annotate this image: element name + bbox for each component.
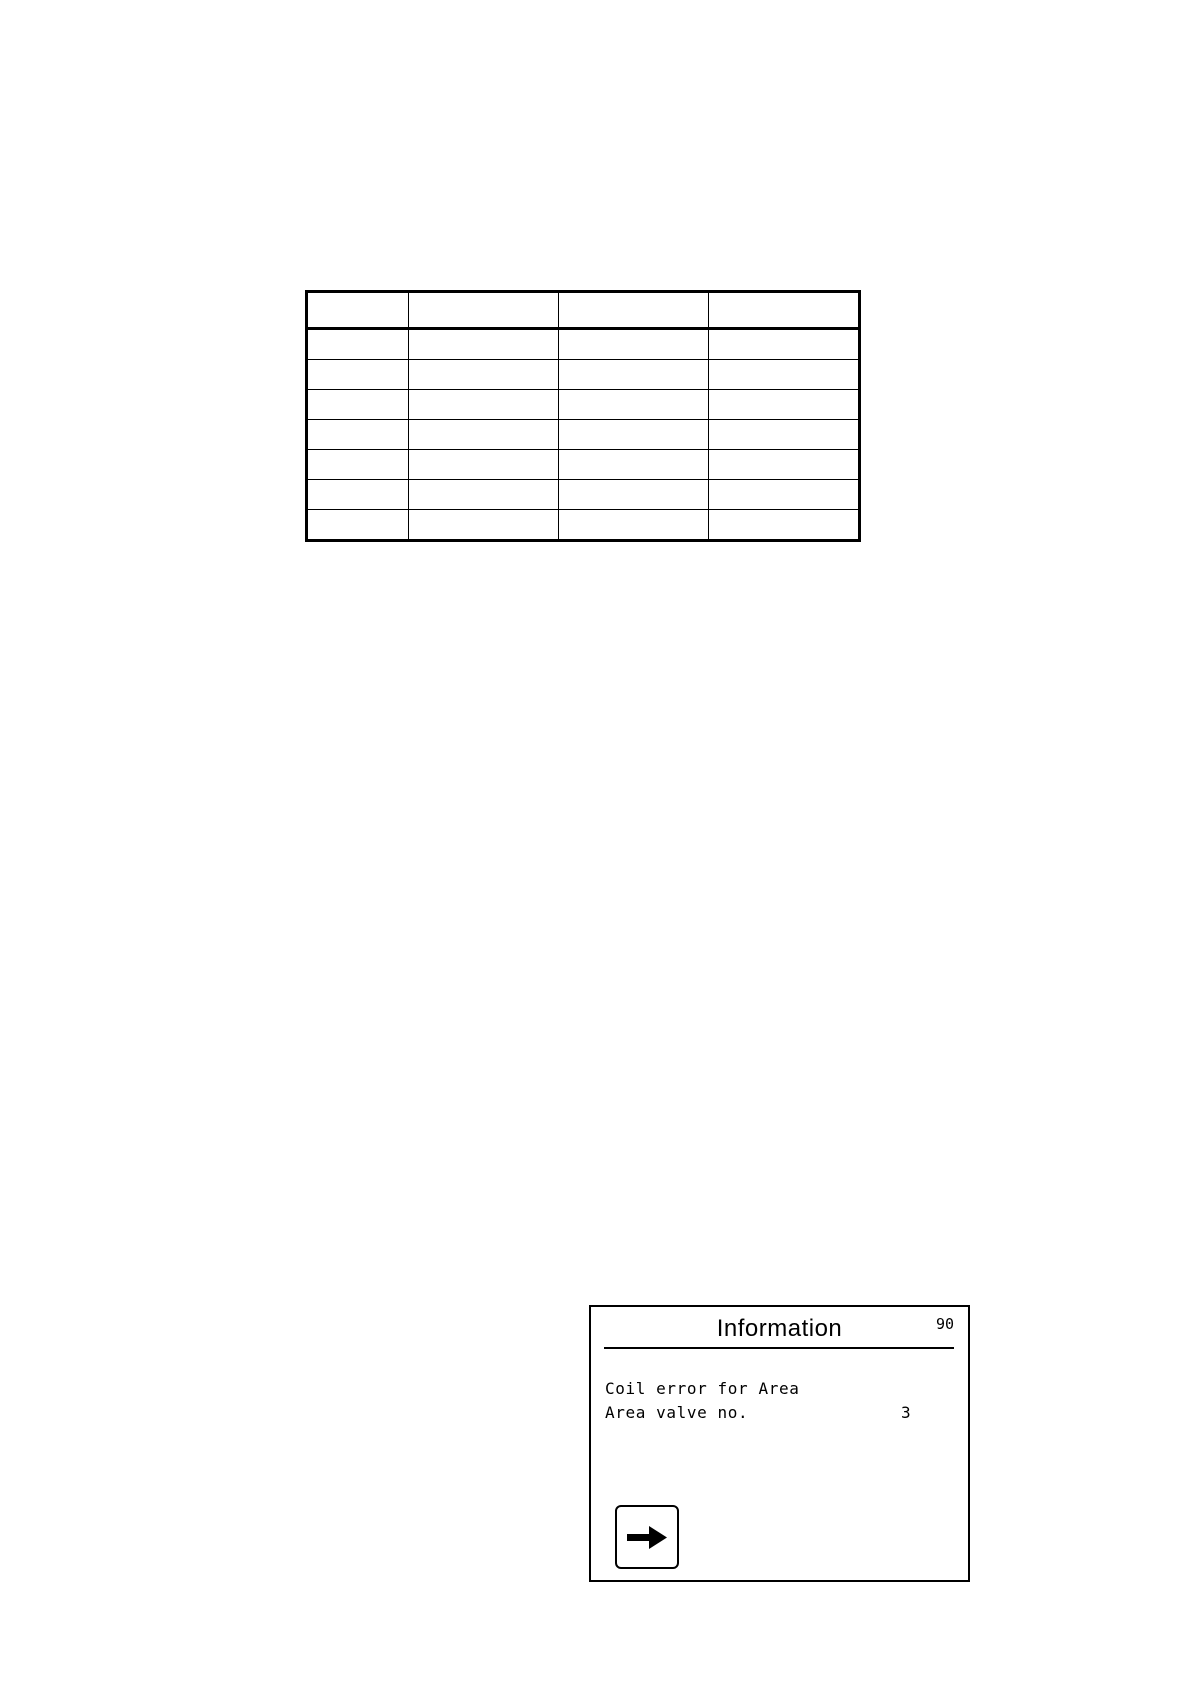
table-cell [409,329,559,360]
table-cell [709,480,860,510]
table-cell [709,450,860,480]
table-cell [559,329,709,360]
table-header-cell [709,292,860,329]
table-cell [559,360,709,390]
area-valve-value: 3 [901,1403,911,1422]
table-row [307,510,860,541]
screen-number: 90 [935,1315,954,1333]
table-cell [709,329,860,360]
table-cell [307,450,409,480]
table-row [307,480,860,510]
table-cell [559,450,709,480]
table-row [307,360,860,390]
table-cell [559,510,709,541]
table-cell [559,420,709,450]
table-header-row [307,292,860,329]
table-cell [307,360,409,390]
table-row [307,390,860,420]
area-valve-label: Area valve no. [605,1403,749,1422]
table-cell [307,420,409,450]
information-screen [589,1305,970,1582]
table-row [307,329,860,360]
table-header-cell [559,292,709,329]
table-cell [709,510,860,541]
table-cell [409,510,559,541]
coil-error-message: Coil error for Area [605,1379,800,1398]
next-button[interactable] [615,1505,679,1569]
table-cell [307,329,409,360]
table-cell [409,480,559,510]
table-cell [709,390,860,420]
table-cell [307,510,409,541]
table-cell [409,420,559,450]
table-cell [307,480,409,510]
table-cell [559,480,709,510]
empty-data-table [305,290,861,542]
screen-title: Information [716,1315,843,1342]
arrow-right-icon [625,1524,669,1550]
table-cell [709,360,860,390]
table-header-cell [307,292,409,329]
table-cell [409,450,559,480]
title-divider [604,1347,954,1349]
table-cell [559,390,709,420]
table-cell [307,390,409,420]
table-cell [709,420,860,450]
table-cell [409,360,559,390]
table-row [307,450,860,480]
table-header-cell [409,292,559,329]
table-row [307,420,860,450]
table-cell [409,390,559,420]
